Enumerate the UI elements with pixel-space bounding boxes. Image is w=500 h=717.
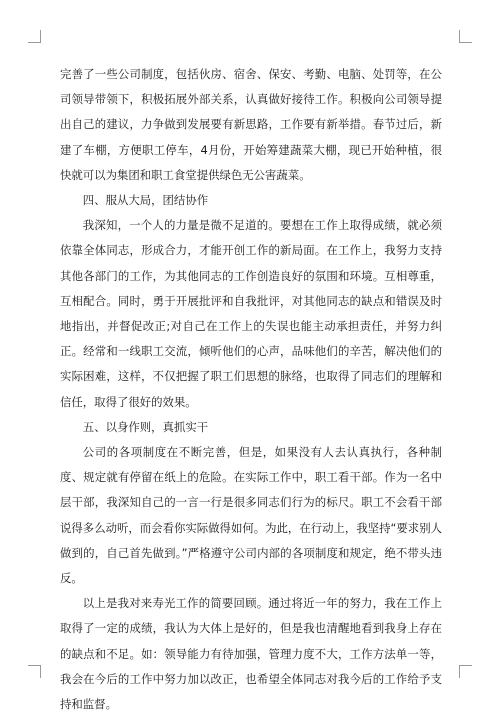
crop-mark-top-right [459,30,472,43]
paragraph-lead-by-example: 公司的各项制度在不断完善，但是，如果没有人去认真执行，各种制度、规定就有停留在纸上的危险。在实际工作中，职工看干部。作为一名中层干部，我深知自己的一言一行是很多同志们行为的标尺。职工不会看干部说得多么动听，而会看你实际做得如何。为此，在行动上，我坚持“要求别人做到的，自己首先做到。”严格遵守公司内部的各项制度和规定，绝不带头违反。 [60,445,442,586]
crop-mark-bottom-right [459,665,472,678]
document-body [60,62,442,717]
section-heading-4: 四、服从大局，团结协作 [82,193,209,208]
crop-mark-bottom-left [28,665,41,678]
crop-mark-top-left [28,30,41,43]
paragraph-summary: 以上是我对来寿光工作的简要回顾。通过将近一年的努力，我在工作上取得了一定的成绩，我认为大体上是好的，但是我也清醒地看到我身上存在的缺点和不足。如：领导能力有待加强，管理力度不大，工作方法单一等，我会在今后的工作中努力加以改正，也希望全体同志对我今后的工作给予支持和监督。 [60,596,442,712]
paragraph-continued: 完善了一些公司制度，包括伙房、宿舍、保安、考勤、电脑、处罚等，在公司领导带领下，积极拓展外部关系，认真做好接待工作。积极向公司领导提出自己的建议，力争做到发展要有新思路，工作要有新举措。春节过后，新建了车棚，方便职工停车，4月份，开始筹建蔬菜大棚，现已开始种植，很快就可以为集团和职工食堂提供绿色无公害蔬菜。 [60,67,442,182]
section-heading-5: 五、以身作则，真抓实干 [82,419,209,434]
paragraph-teamwork: 我深知，一个人的力量是微不足道的。要想在工作上取得成绩，就必须依靠全体同志，形成合力，才能开创工作的新局面。在工作上，我努力支持其他各部门的工作，为其他同志的工作创造良好的氛围和环境。互相尊重，互相配合。同时，勇于开展批评和自我批评，对其他同志的缺点和错误及时地指出，并督促改正;对自己在工作上的失误也能主动承担责任，并努力纠正。经常和一线职工交流，倾听他们的心声，品味他们的辛苦，解决他们的实际困难，这样，不仅把握了职工们思想的脉络，也取得了同志们的理解和信任，取得了很好的效果。 [60,218,442,409]
